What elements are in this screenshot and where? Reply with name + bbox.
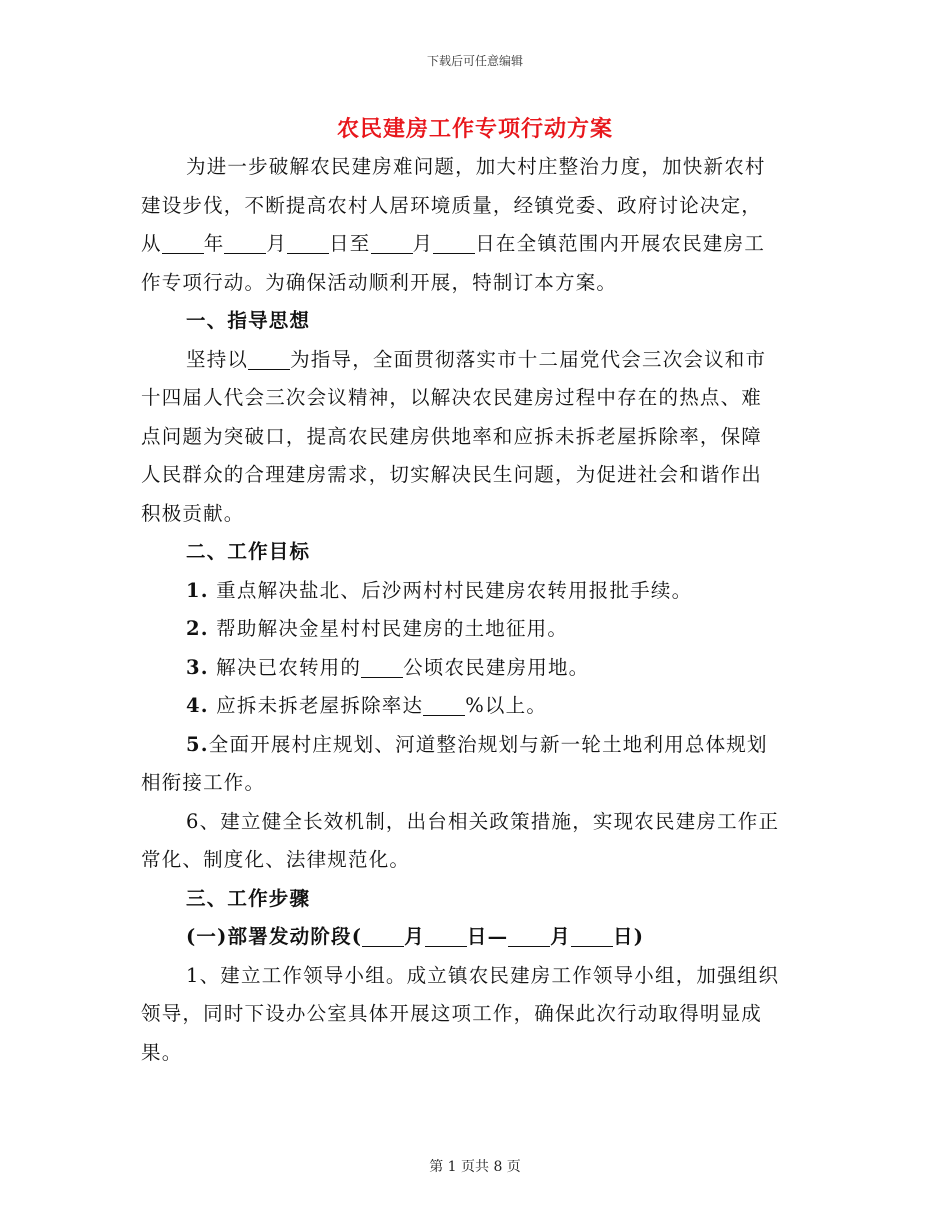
blank-field <box>571 924 613 947</box>
blank-field <box>361 655 403 678</box>
goal-number: 1. <box>186 578 209 602</box>
step-paragraph-line-3: 果。 <box>141 1040 183 1064</box>
goal-text: %以上。 <box>465 694 548 717</box>
blank-field <box>371 231 413 254</box>
intro-text: 年 <box>203 232 225 255</box>
intro-line-2: 建设步伐，不断提高农村人居环境质量，经镇党委、政府讨论决定， <box>141 193 763 217</box>
blank-field <box>162 231 204 254</box>
goal-text: 解决已农转用的 <box>216 655 362 679</box>
intro-text: 月 <box>412 232 434 255</box>
step-paragraph-line-2: 领导，同时下设办公室具体开展这项工作，确保此次行动取得明显成 <box>141 1002 763 1025</box>
step-paragraph-line-1: 1、建立工作领导小组。成立镇农民建房工作领导小组，加强组织 <box>186 963 780 987</box>
section1-line-2: 十四届人代会三次会议精神，以解决农民建房过程中存在的热点、难 <box>141 386 763 409</box>
intro-line-1: 为进一步破解农民建房难问题，加大村庄整治力度，加快新农村 <box>186 155 766 178</box>
goal-item-1 <box>141 572 807 611</box>
goal-text: 帮助解决金星村村民建房的土地征用。 <box>216 617 569 640</box>
subsection-deployment-phase <box>141 918 807 957</box>
blank-field <box>433 231 475 254</box>
goal-text: 应拆未拆老屋拆除率达 <box>216 694 424 717</box>
blank-field <box>425 924 467 947</box>
section1-text: 为指导，全面贯彻落实市十二届党代会三次会议和市 <box>290 347 767 371</box>
goal-item-6: 6、建立健全长效机制，出台相关政策措施，实现农民建房工作正 <box>186 809 780 833</box>
section-heading-work-steps: 三、工作步骤 <box>186 886 311 910</box>
section-heading-work-goals: 二、工作目标 <box>186 540 311 563</box>
goal-number: 2. <box>186 617 209 640</box>
section1-line-3: 点问题为突破口，提高农民建房供地率和应拆未拆老屋拆除率，保障 <box>141 424 763 448</box>
goal-text: 公顷农民建房用地。 <box>403 655 590 679</box>
document-title: 农民建房工作专项行动方案 <box>336 116 613 142</box>
goal-item-5-cont: 相衔接工作。 <box>141 771 266 794</box>
blank-field <box>423 693 465 716</box>
intro-text: 日至 <box>329 232 371 255</box>
goal-number: 4. <box>186 694 209 717</box>
subsection-text: 月 <box>550 925 571 948</box>
intro-line-3 <box>141 225 807 264</box>
intro-text: 从 <box>141 232 162 255</box>
goal-item-2 <box>141 610 807 649</box>
subsection-text: 日— <box>466 925 509 948</box>
header-note: 下载后可任意编辑 <box>426 54 523 68</box>
section1-line-4: 人民群众的合理建房需求，切实解决民生问题，为促进社会和谐作出 <box>141 463 763 486</box>
document-body <box>141 148 807 1072</box>
blank-field <box>248 347 290 370</box>
goal-text: 重点解决盐北、后沙两村村民建房农转用报批手续。 <box>216 578 693 602</box>
goal-item-6-cont: 常化、制度化、法律规范化。 <box>141 848 411 871</box>
goal-item-5 <box>141 726 807 765</box>
goal-item-4 <box>141 687 807 726</box>
intro-text: 日在全镇范围内开展农民建房工 <box>475 232 766 255</box>
section1-text: 坚持以 <box>186 347 249 371</box>
section1-line-1 <box>141 341 807 380</box>
subsection-text: (一)部署发动阶段( <box>186 925 363 948</box>
page-footer: 第 1 页共 8 页 <box>429 1159 521 1175</box>
blank-field <box>224 231 266 254</box>
section-heading-guiding-ideology: 一、指导思想 <box>186 309 311 332</box>
intro-text: 月 <box>266 232 288 255</box>
blank-field <box>508 924 550 947</box>
blank-field <box>362 924 404 947</box>
section1-line-5: 积极贡献。 <box>141 501 245 525</box>
goal-number: 5. <box>186 732 209 756</box>
goal-number: 3. <box>186 655 209 679</box>
subsection-text: 月 <box>404 925 425 948</box>
blank-field <box>287 231 329 254</box>
subsection-text: 日) <box>613 925 645 948</box>
goal-item-3 <box>141 649 807 688</box>
goal-text: 全面开展村庄规划、河道整治规划与新一轮土地利用总体规划 <box>208 732 768 756</box>
intro-line-4: 作专项行动。为确保活动顺利开展，特制订本方案。 <box>141 270 618 294</box>
